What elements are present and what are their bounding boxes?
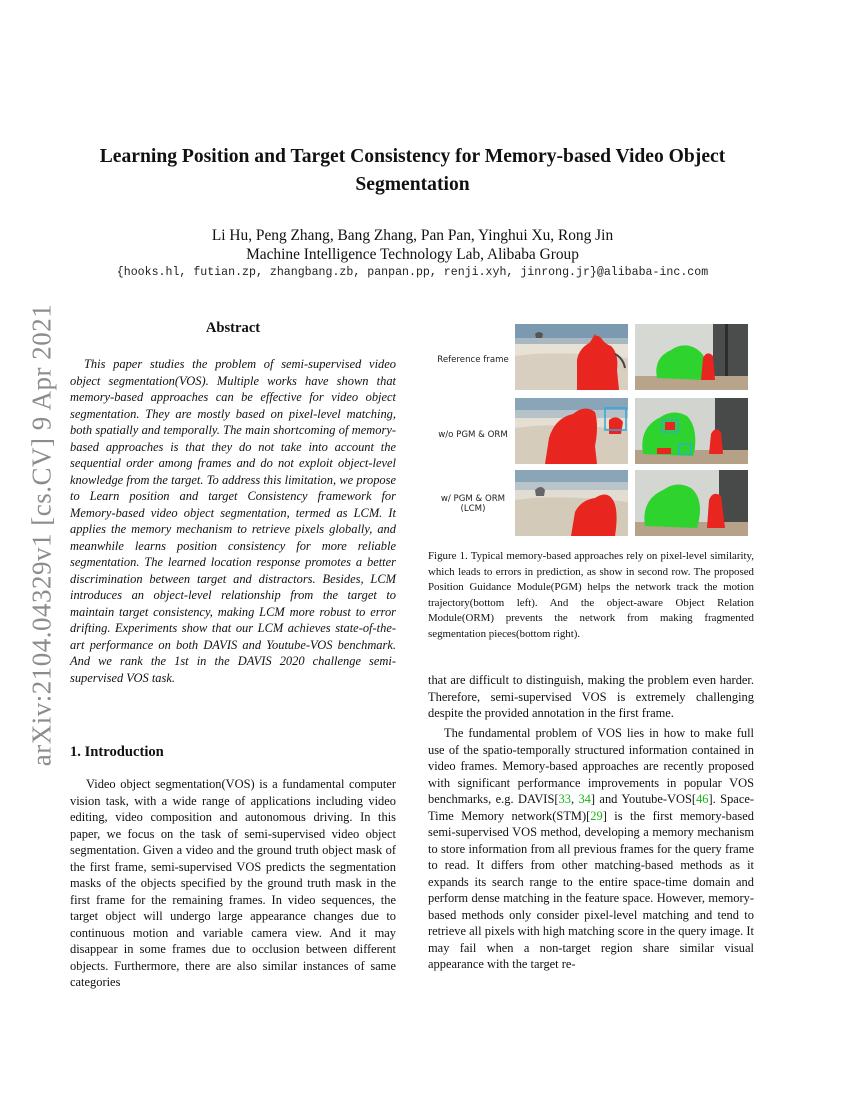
right-column-paragraph-2 <box>428 725 754 973</box>
figure-panel-baseline-left <box>515 398 628 464</box>
paper-title: Learning Position and Target Consistency for Memory-based Video Object Segmentation <box>99 146 726 195</box>
figure-row-label-lcm-line2: (LCM) <box>460 504 486 514</box>
figure-panel-reference-left <box>515 324 628 390</box>
text-run: ] is the first memory-based semi-supervised VOS method, developing a memory mechanism to store information from all previous frames for the query frame to read. It differs from other matching-based methods as it expands its search range to the entire space-time domain and perform dense matching in the feature space. However, memory-based methods only consider pixel-level matching and tend to retrieve all pixels with high matching score in the query image. It may fail when a non-target region share similar visual appearance with the target re- <box>428 808 754 971</box>
author-emails: {hooks.hl, futian.zp, zhangbang.zb, panpan.pp, renji.xyh, jinrong.jr}@alibaba-inc.com <box>116 266 709 279</box>
citation-link-46[interactable]: 46 <box>696 792 709 806</box>
figure-panel-lcm-left <box>515 470 628 536</box>
author-affiliation: Machine Intelligence Technology Lab, Alibaba Group <box>246 246 579 263</box>
citation-link-33[interactable]: 33 <box>558 792 571 806</box>
introduction-heading: 1. Introduction <box>70 744 164 760</box>
figure-panel-reference-right <box>635 324 748 390</box>
text-run: The fundamental problem of VOS lies in how to make full use of the spatio-temporally structured information contained in video frames. Memory-based approaches are recently proposed with significant performance improvements in popular VOS benchmarks, e.g. DAVIS[ <box>428 726 754 806</box>
figure-panel-lcm-right <box>635 470 748 536</box>
citation-link-29[interactable]: 29 <box>590 808 603 823</box>
figure-row-label-baseline: w/o PGM & ORM <box>438 430 508 440</box>
author-list: Li Hu, Peng Zhang, Bang Zhang, Pan Pan, Yinghui Xu, Rong Jin <box>211 227 614 244</box>
figure-row-label-reference: Reference frame <box>437 355 509 365</box>
text-run: ]. Space-Time Memory network(STM)[ <box>428 792 755 823</box>
paragraph-2-body <box>428 725 754 973</box>
abstract-heading: Abstract <box>205 320 261 336</box>
figure-1-caption: Figure 1. Typical memory-based approaches rely on pixel-level similarity, which leads to errors in prediction, as show in second row. The proposed Position Guidance Module(PGM) helps the network track the motion trajectory(bottom left). And the object-aware Object Relation Module(ORM) prevents the network from making fragmented segmentation pieces(bottom right). <box>428 550 754 640</box>
text-run: ] and Youtube-VOS[ <box>590 792 697 806</box>
figure-row-label-lcm <box>430 494 516 514</box>
figure-panel-baseline-right <box>635 398 748 464</box>
text-run: , <box>570 792 579 806</box>
abstract-body: This paper studies the problem of semi-supervised video object segmentation(VOS). Multiple works have shown that memory-based approaches can be effective for video object segmentation. They are mostly based on pixel-level matching, both spatially and temporally. The main shortcoming of memory-based approaches is that they do not take into account the sequential order among frames and do not exploit object-level knowledge from the target. To address this limitation, we propose to Learn position and target Consistency framework for Memory-based video object segmentation, termed as LCM. It applies the memory mechanism to retrieve pixels globally, and meanwhile learns position consistency for more reliable segmentation. The learned location response promotes a better discrimination between target and distractors. Besides, LCM introduces an object-level relationship from the target to maintain target consistency, making LCM more robust to error drifting. Experiments show that our LCM achieves state-of-the-art performance on both DAVIS and Youtube-VOS benchmark. And we rank the 1st in the DAVIS 2020 challenge semi-supervised VOS task. <box>70 357 396 685</box>
arxiv-sidebar-stamp: arXiv:2104.04329v1 [cs.CV] 9 Apr 2021 <box>26 303 57 767</box>
right-column-paragraph-1: that are difficult to distinguish, making the problem even harder. Therefore, semi-supervised VOS is extremely challenging despite the provided annotation in the first frame. <box>428 673 754 720</box>
introduction-paragraph: Video object segmentation(VOS) is a fundamental computer vision task, with a wide range of applications including video editing, video composition and autonomous driving. In this paper, we focus on the task of semi-supervised video object segmentation. Given a video and the ground truth object mask of the first frame, semi-supervised VOS predicts the segmentation masks of the objects specified by the ground truth mask in the first frame for the remaining frames. In video sequences, the target object will undergo large appearance changes due to continuous motion and variable camera view. And it may disappear in some frames due to occlusion between different objects. Furthermore, there are also similar instances of same categories <box>70 777 396 989</box>
figure-1 <box>428 322 754 538</box>
citation-link-34[interactable]: 34 <box>578 792 591 806</box>
figure-row-label-lcm-line1: w/ PGM & ORM <box>440 494 506 504</box>
